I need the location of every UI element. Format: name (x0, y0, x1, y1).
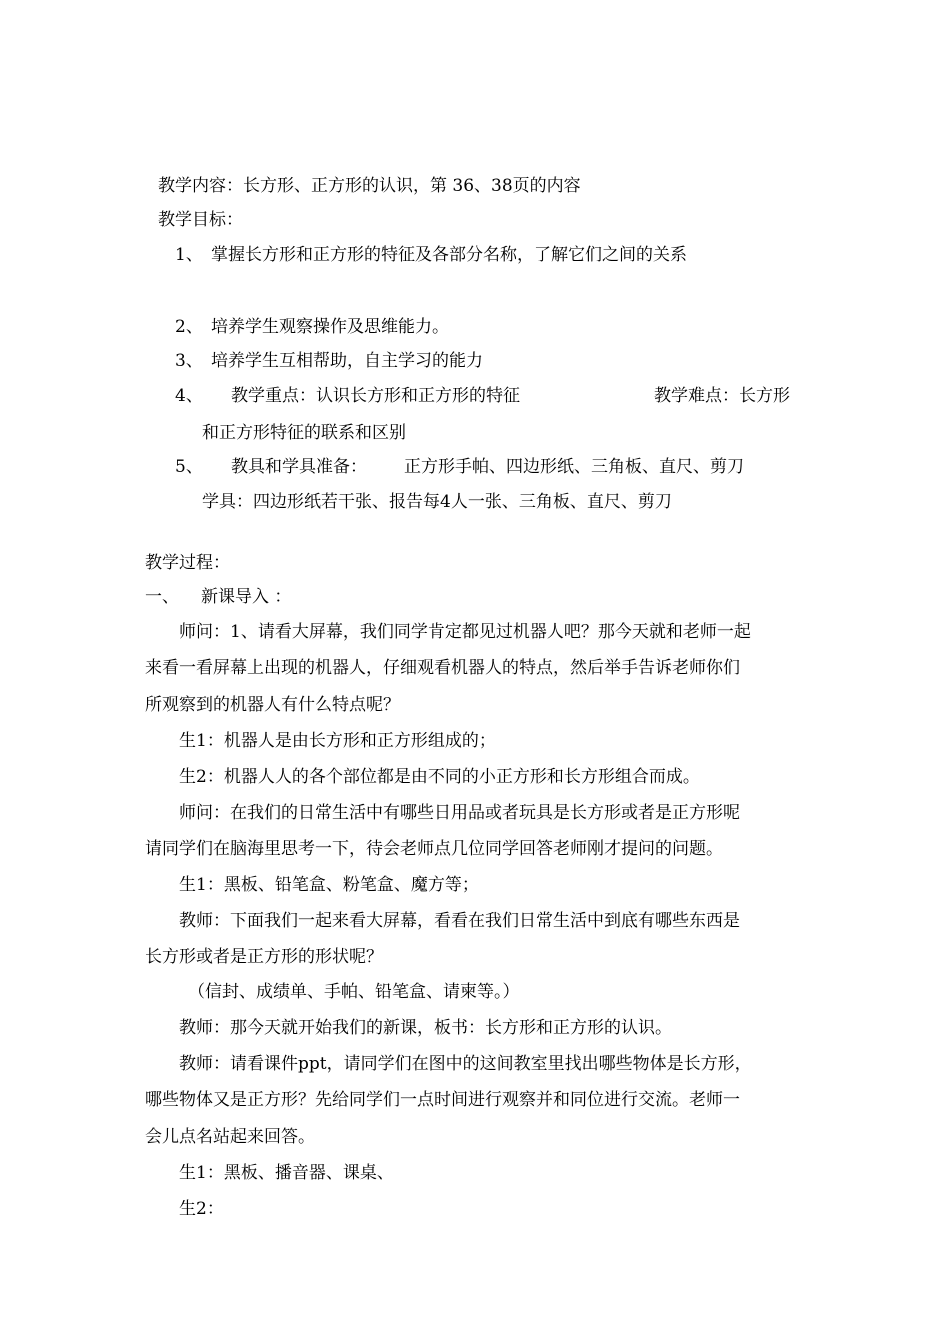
goals-title: 教学目标： (158, 210, 243, 230)
paragraph-line: 生1：黑板、播音器、课桌、 (179, 1163, 394, 1183)
section-1-number: 一、 (145, 587, 179, 607)
process-title: 教学过程： (145, 553, 230, 573)
paragraph-line: 师问：1、请看大屏幕，我们同学肯定都见过机器人吧？那今天就和老师一起 (179, 622, 751, 642)
goal-3-number: 3、 (175, 351, 203, 371)
paragraph-line: 生2： (179, 1199, 224, 1219)
paragraph-line: 教师：请看课件ppt，请同学们在图中的这间教室里找出哪些物体是长方形， (179, 1054, 752, 1074)
goal-3-text: 培养学生互相帮助，自主学习的能力 (211, 351, 483, 371)
goal-4-key-point: 教学重点：认识长方形和正方形的特征 (231, 386, 520, 406)
goal-2-number: 2、 (175, 317, 203, 337)
goal-5-number: 5、 (175, 457, 203, 477)
paragraph-line: 哪些物体又是正方形？先给同学们一点时间进行观察并和同位进行交流。老师一 (145, 1090, 740, 1110)
paragraph-line: 师问：在我们的日常生活中有哪些日用品或者玩具是长方形或者是正方形呢 (179, 803, 740, 823)
paragraph-line: （信封、成绩单、手帕、铅笔盒、请柬等。） (188, 982, 520, 1002)
paragraph-line: 生2：机器人人的各个部位都是由不同的小正方形和长方形组合而成。 (179, 767, 700, 787)
goal-5-label: 教具和学具准备： (231, 457, 367, 477)
paragraph-line: 来看一看屏幕上出现的机器人，仔细观看机器人的特点，然后举手告诉老师你们 (145, 658, 740, 678)
paragraph-line: 教师：下面我们一起来看大屏幕，看看在我们日常生活中到底有哪些东西是 (179, 911, 740, 931)
goal-4-continuation: 和正方形特征的联系和区别 (202, 423, 406, 443)
paragraph-line: 会儿点名站起来回答。 (145, 1127, 315, 1147)
paragraph-line: 生1：黑板、铅笔盒、粉笔盒、魔方等； (179, 875, 479, 895)
goal-4-number: 4、 (175, 386, 203, 406)
goal-5-teacher-tools: 正方形手帕、四边形纸、三角板、直尺、剪刀 (404, 457, 744, 477)
paragraph-line: 教师：那今天就开始我们的新课，板书：长方形和正方形的认识。 (179, 1018, 672, 1038)
content-line: 教学内容：长方形、正方形的认识，第 36、38页的内容 (158, 176, 581, 196)
section-1-title: 新课导入 ： (201, 587, 292, 607)
goal-1-text: 掌握长方形和正方形的特征及各部分名称，了解它们之间的关系 (211, 245, 687, 265)
goal-4-difficulty: 教学难点：长方形 (654, 386, 790, 406)
paragraph-line: 长方形或者是正方形的形状呢？ (145, 947, 383, 967)
goal-2-text: 培养学生观察操作及思维能力。 (211, 317, 449, 337)
paragraph-line: 生1：机器人是由长方形和正方形组成的； (179, 731, 496, 751)
paragraph-line: 请同学们在脑海里思考一下，待会老师点几位同学回答老师刚才提问的问题。 (145, 839, 723, 859)
paragraph-line: 所观察到的机器人有什么特点呢？ (145, 695, 400, 715)
goal-5-student-tools: 学具：四边形纸若干张、报告每4人一张、三角板、直尺、剪刀 (202, 492, 672, 512)
goal-1-number: 1、 (175, 245, 203, 265)
